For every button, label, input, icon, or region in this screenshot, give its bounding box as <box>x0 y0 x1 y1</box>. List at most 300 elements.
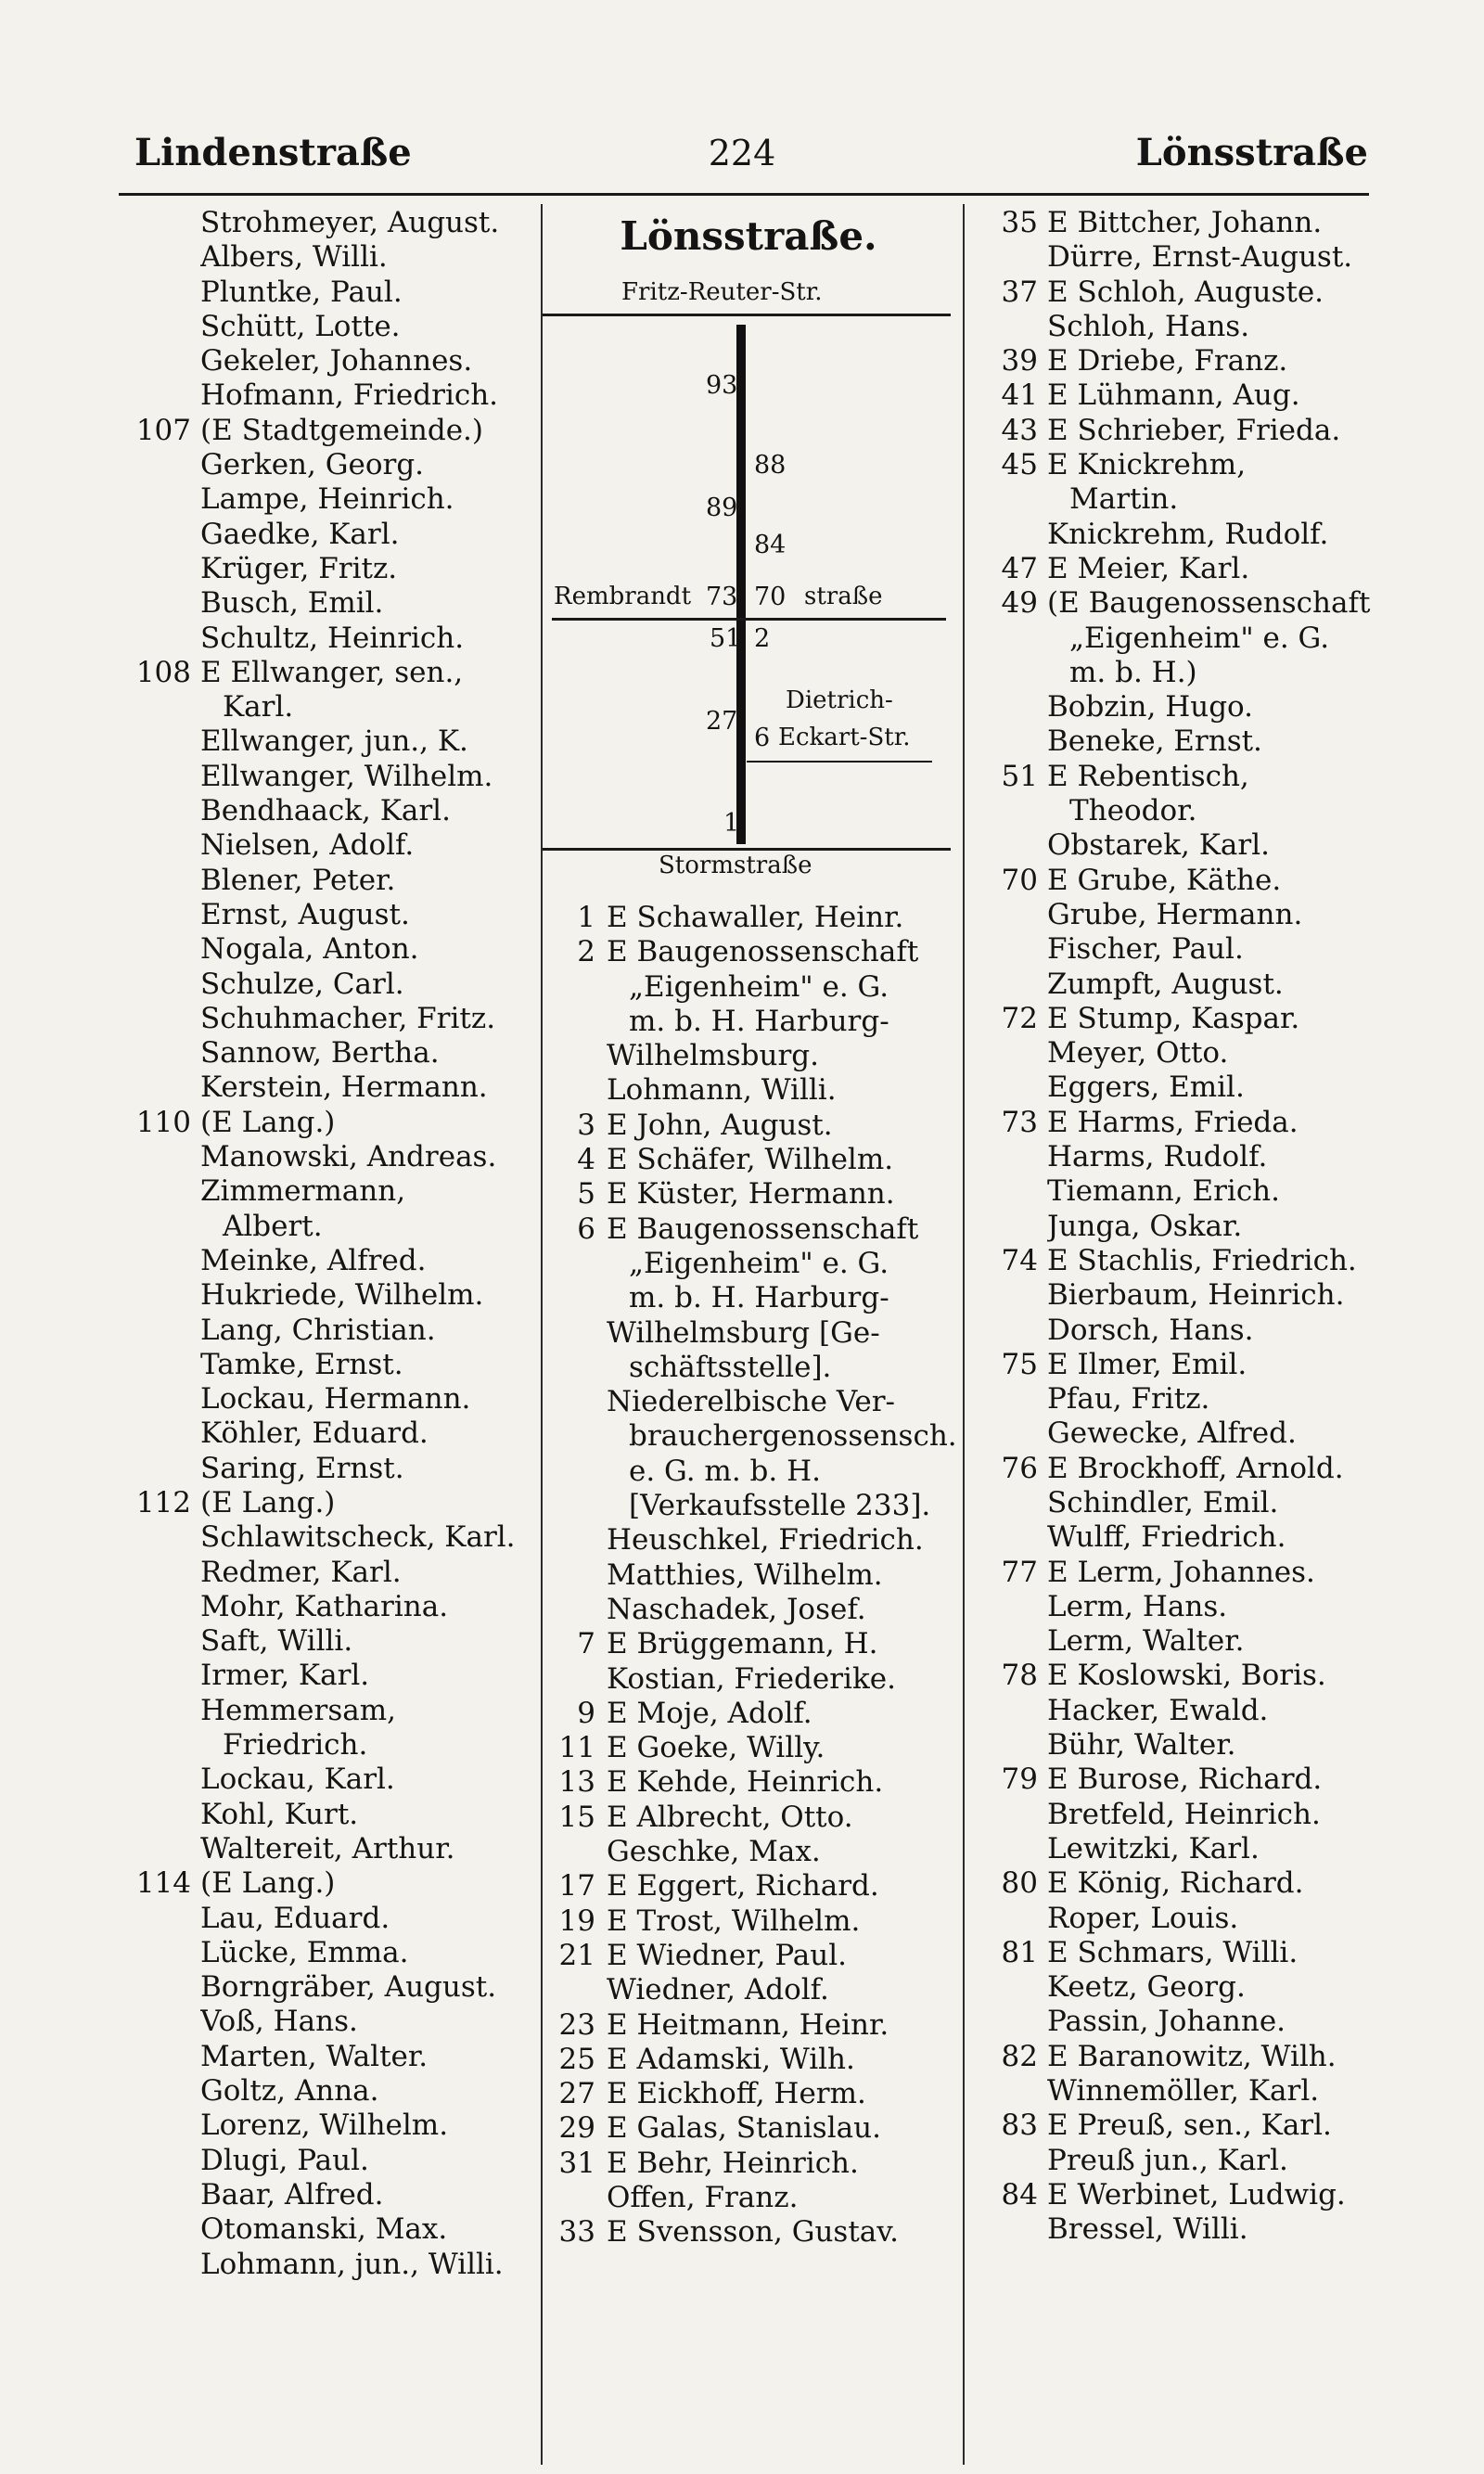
directory-entry <box>121 1070 543 1105</box>
right-street-label: straße <box>804 583 883 610</box>
directory-entry <box>121 2144 543 2178</box>
directory-entry <box>121 2248 543 2282</box>
resident-name: Gewecke, Alfred. <box>1047 1416 1297 1451</box>
directory-entry <box>121 344 543 378</box>
house-number <box>544 1247 607 1281</box>
resident-name: Waltereit, Arthur. <box>200 1831 455 1865</box>
directory-entry <box>121 1278 543 1313</box>
house-number: 75 <box>1001 1347 1038 1381</box>
resident-name: Schlawitscheck, Karl. <box>200 1520 516 1555</box>
resident-name: E Schloh, Auguste. <box>1047 275 1324 309</box>
bottom-street-label: Stormstraße <box>659 852 812 879</box>
right-street2-label: Dietrich- <box>786 686 893 714</box>
directory-entry <box>544 1593 964 1627</box>
resident-name: E Ilmer, Emil. <box>1047 1347 1247 1381</box>
resident-name: Irmer, Karl. <box>200 1659 370 1693</box>
directory-entry <box>121 2040 543 2074</box>
resident-name: Wilhelmsburg. <box>607 1039 820 1073</box>
house-number <box>121 1382 200 1416</box>
directory-entry <box>951 276 1387 310</box>
house-number <box>951 968 1047 1002</box>
resident-name: Gerken, Georg. <box>200 448 425 482</box>
resident-name: Schultz, Heinrich. <box>200 621 465 655</box>
resident-name: Marten, Walter. <box>200 2039 429 2073</box>
directory-entry <box>951 1314 1387 1348</box>
directory-entry <box>951 206 1387 240</box>
cross-street-line <box>747 761 932 763</box>
house-number: 35 <box>1001 206 1038 239</box>
house-number: 70 <box>754 583 787 611</box>
directory-entry <box>951 932 1387 967</box>
house-number <box>121 794 200 828</box>
directory-entry <box>121 206 543 240</box>
resident-name: Schloh, Hans. <box>1047 309 1250 343</box>
resident-name: E Küster, Hermann. <box>607 1177 895 1211</box>
directory-entry <box>121 1902 543 1936</box>
directory-entry <box>951 1902 1387 1936</box>
resident-name: Ellwanger, jun., K. <box>200 724 468 759</box>
resident-name: Sannow, Bertha. <box>200 1036 440 1070</box>
house-number: 21 <box>558 1938 595 1972</box>
resident-name: E Brüggemann, H. <box>607 1627 878 1661</box>
directory-entry <box>121 1694 543 1728</box>
resident-name: E Schrieber, Frieda. <box>1047 413 1341 447</box>
resident-name: E Knickrehm, <box>1047 448 1247 482</box>
directory-entry <box>951 1970 1387 2005</box>
house-number <box>951 482 1047 517</box>
resident-name: Wilhelmsburg [Ge- <box>607 1315 880 1350</box>
resident-name: m. b. H. Harburg- <box>629 1004 889 1038</box>
house-number: 77 <box>1001 1555 1038 1589</box>
directory-entry <box>121 1624 543 1659</box>
house-number <box>121 1970 200 2005</box>
house-number: 114 <box>135 1866 191 1901</box>
resident-name: Pluntke, Paul. <box>200 275 403 309</box>
resident-name: Bressel, Willi. <box>1047 2212 1248 2247</box>
resident-name: E Koslowski, Boris. <box>1047 1659 1326 1693</box>
directory-entry <box>544 2111 964 2146</box>
house-number <box>121 1174 200 1209</box>
house-number <box>951 518 1047 552</box>
directory-entry <box>544 2008 964 2043</box>
header-left-street: Lindenstraße <box>134 131 412 174</box>
house-number: 33 <box>558 2215 595 2250</box>
resident-name: E Baranowitz, Wilh. <box>1047 2039 1337 2073</box>
house-number <box>121 448 200 482</box>
directory-entry <box>121 1382 543 1416</box>
directory-entry <box>121 1174 543 1209</box>
right-street2-label: Eckart-Str. <box>778 724 911 751</box>
resident-name: E Behr, Heinrich. <box>607 2146 859 2180</box>
house-number <box>121 1314 200 1348</box>
house-number <box>121 1590 200 1624</box>
house-number <box>121 240 200 275</box>
resident-name: Kohl, Kurt. <box>200 1797 359 1831</box>
directory-entry <box>951 828 1387 863</box>
directory-entry <box>121 1970 543 2005</box>
directory-entry <box>121 552 543 586</box>
directory-entry <box>544 1281 964 1315</box>
directory-entry <box>121 1556 543 1590</box>
directory-entry <box>121 2109 543 2143</box>
directory-entry <box>951 1694 1387 1728</box>
house-number <box>121 1416 200 1451</box>
directory-entry <box>951 794 1387 828</box>
resident-name: E Harms, Frieda. <box>1047 1105 1298 1139</box>
directory-entry <box>951 1866 1387 1901</box>
directory-entry <box>121 1659 543 1693</box>
resident-name: Lohmann, jun., Willi. <box>200 2247 504 2281</box>
house-number <box>121 1244 200 1278</box>
resident-name: Lau, Eduard. <box>200 1901 390 1935</box>
house-number <box>121 1832 200 1866</box>
directory-entry <box>121 1036 543 1070</box>
header-rule <box>119 193 1369 196</box>
resident-name: Tamke, Ernst. <box>200 1347 403 1381</box>
directory-entry <box>544 901 964 935</box>
resident-name: E Eggert, Richard. <box>607 1869 879 1904</box>
resident-name: Bendhaack, Karl. <box>200 794 451 828</box>
house-number: 73 <box>706 583 738 611</box>
house-number <box>544 1489 607 1523</box>
house-number <box>544 1005 607 1039</box>
top-street-label: Fritz-Reuter-Str. <box>621 278 823 306</box>
directory-entry <box>951 1106 1387 1140</box>
resident-name: Hofmann, Friedrich. <box>200 378 499 413</box>
house-number <box>121 2074 200 2109</box>
house-number: 49 <box>1001 586 1038 621</box>
house-number: 31 <box>558 2146 595 2180</box>
directory-entry <box>544 970 964 1005</box>
house-number <box>121 2212 200 2247</box>
house-number <box>121 586 200 621</box>
house-number <box>121 1936 200 1970</box>
directory-entry <box>121 1452 543 1486</box>
resident-name: Lockau, Karl. <box>200 1763 395 1797</box>
resident-name: Bühr, Walter. <box>1047 1728 1236 1763</box>
directory-entry <box>544 2043 964 2077</box>
resident-name: brauchergenossensch. <box>629 1419 957 1454</box>
resident-name: (E Baugenossenschaft <box>1047 586 1371 621</box>
directory-entry <box>121 1798 543 1832</box>
resident-name: „Eigenheim" e. G. <box>1069 621 1330 655</box>
resident-name: Wiedner, Adolf. <box>607 1973 829 2007</box>
house-number: 4 <box>577 1143 595 1177</box>
house-number <box>544 1593 607 1627</box>
resident-name: Naschadek, Josef. <box>607 1592 866 1626</box>
cross-street-line <box>552 618 946 621</box>
directory-entry <box>121 1002 543 1036</box>
house-number <box>121 1452 200 1486</box>
resident-name: Matthies, Wilhelm. <box>607 1557 883 1592</box>
resident-name: Lewitzki, Karl. <box>1047 1831 1260 1865</box>
house-number <box>121 2109 200 2143</box>
resident-name: Lerm, Walter. <box>1047 1624 1245 1659</box>
house-number <box>121 2144 200 2178</box>
house-number <box>544 2181 607 2215</box>
house-number <box>951 1382 1047 1416</box>
resident-name: Lang, Christian. <box>200 1313 436 1347</box>
house-number: 93 <box>706 371 738 400</box>
directory-entry <box>544 2147 964 2181</box>
house-number <box>951 656 1047 690</box>
directory-entry <box>544 1489 964 1523</box>
house-number <box>951 1902 1047 1936</box>
directory-entry <box>121 760 543 794</box>
house-number <box>951 1624 1047 1659</box>
resident-name: Albers, Willi. <box>200 240 388 275</box>
resident-name: Friedrich. <box>223 1728 368 1763</box>
directory-entry <box>951 622 1387 656</box>
house-number <box>544 970 607 1005</box>
house-number <box>121 1659 200 1693</box>
house-number <box>121 276 200 310</box>
directory-entry <box>121 448 543 482</box>
directory-entry <box>121 586 543 621</box>
resident-name: Schulze, Carl. <box>200 967 404 1001</box>
directory-entry <box>544 1765 964 1800</box>
left-street-label: Rembrandt <box>554 583 692 610</box>
resident-name: E Grube, Käthe. <box>1047 863 1282 897</box>
house-number: 29 <box>558 2111 595 2146</box>
resident-name: Lücke, Emma. <box>200 1935 409 1969</box>
resident-name: E Baugenossenschaft <box>607 1211 919 1246</box>
resident-name: Lockau, Hermann. <box>200 1382 471 1416</box>
house-number: 107 <box>135 413 191 447</box>
directory-entry <box>951 1936 1387 1970</box>
house-number <box>951 1694 1047 1728</box>
directory-entry <box>544 1039 964 1073</box>
house-number: 37 <box>1001 275 1038 309</box>
directory-entry <box>951 2178 1387 2212</box>
house-number: 81 <box>1001 1935 1038 1969</box>
directory-entry <box>544 2181 964 2215</box>
resident-name: E Galas, Stanislau. <box>607 2111 881 2146</box>
bottom-street-line <box>543 848 951 851</box>
house-number: 23 <box>558 2007 595 2042</box>
house-number <box>121 1556 200 1590</box>
resident-name: Lohmann, Willi. <box>607 1073 837 1108</box>
street-diagram <box>543 278 951 891</box>
resident-name: E Lühmann, Aug. <box>1047 378 1300 413</box>
directory-entry <box>121 656 543 690</box>
house-number <box>121 1624 200 1659</box>
house-number <box>121 344 200 378</box>
resident-name: E Stachlis, Friedrich. <box>1047 1243 1357 1277</box>
resident-name: E Meier, Karl. <box>1047 551 1250 585</box>
directory-entry <box>951 898 1387 932</box>
house-number <box>951 1798 1047 1832</box>
house-number: 112 <box>135 1485 191 1519</box>
house-number: 3 <box>577 1108 595 1142</box>
column-3 <box>951 206 1387 2248</box>
resident-name: E Werbinet, Ludwig. <box>1047 2177 1346 2211</box>
directory-entry <box>951 968 1387 1002</box>
resident-name: e. G. m. b. H. <box>629 1454 821 1488</box>
house-number: 108 <box>135 655 191 689</box>
directory-entry <box>951 482 1387 517</box>
resident-name: Bierbaum, Heinrich. <box>1047 1278 1345 1313</box>
directory-entry <box>951 2074 1387 2109</box>
directory-entry <box>544 1109 964 1143</box>
resident-name: E Lerm, Johannes. <box>1047 1555 1315 1589</box>
house-number <box>121 1278 200 1313</box>
directory-entry <box>121 898 543 932</box>
house-number: 82 <box>1001 2039 1038 2073</box>
resident-name: E Heitmann, Heinr. <box>607 2007 889 2042</box>
house-number <box>121 1520 200 1555</box>
house-number: 70 <box>1001 863 1038 897</box>
house-number: 79 <box>1001 1763 1038 1797</box>
directory-entry <box>951 656 1387 690</box>
house-number <box>121 518 200 552</box>
page-number: 224 <box>708 133 776 173</box>
house-number: 45 <box>1001 448 1038 482</box>
resident-name: Schuhmacher, Fritz. <box>200 1001 496 1035</box>
house-number <box>951 2074 1047 2109</box>
directory-entry <box>951 414 1387 448</box>
house-number <box>121 206 200 240</box>
directory-entry <box>951 724 1387 759</box>
house-number: 15 <box>558 1800 595 1834</box>
house-number: 84 <box>1001 2177 1038 2211</box>
house-number <box>544 1523 607 1557</box>
house-number <box>951 1140 1047 1174</box>
resident-name: Zimmermann, <box>200 1174 406 1209</box>
house-number: 13 <box>558 1765 595 1800</box>
directory-entry <box>121 1314 543 1348</box>
directory-entry <box>544 1627 964 1661</box>
directory-entry <box>121 1486 543 1520</box>
directory-entry <box>951 378 1387 413</box>
directory-entry <box>951 2109 1387 2143</box>
directory-entry <box>121 1832 543 1866</box>
house-number <box>951 1486 1047 1520</box>
resident-name: Saring, Ernst. <box>200 1451 404 1485</box>
house-number <box>544 1385 607 1419</box>
house-number: 89 <box>706 494 738 522</box>
house-number <box>544 1558 607 1593</box>
house-number: 41 <box>1001 378 1038 413</box>
resident-name: Heuschkel, Friedrich. <box>607 1523 924 1557</box>
directory-entry <box>544 1247 964 1281</box>
house-number <box>951 2144 1047 2178</box>
resident-name: Busch, Emil. <box>200 586 384 621</box>
house-number: 83 <box>1001 2109 1038 2143</box>
directory-entry <box>951 1210 1387 1244</box>
directory-entry <box>544 1073 964 1108</box>
house-number <box>951 2212 1047 2247</box>
resident-name: Schindler, Emil. <box>1047 1485 1279 1519</box>
house-number <box>121 1694 200 1728</box>
house-number: 78 <box>1001 1659 1038 1693</box>
directory-entry <box>951 1070 1387 1105</box>
house-number <box>951 1070 1047 1105</box>
house-number <box>121 1902 200 1936</box>
resident-name: schäftsstelle]. <box>629 1350 832 1384</box>
resident-name: Fischer, Paul. <box>1047 932 1244 967</box>
house-number <box>121 1798 200 1832</box>
resident-name: Preuß jun., Karl. <box>1047 2143 1288 2177</box>
directory-entry <box>544 1558 964 1593</box>
house-number <box>951 1210 1047 1244</box>
directory-entry <box>121 2005 543 2039</box>
directory-entry <box>951 1624 1387 1659</box>
house-number <box>951 898 1047 932</box>
directory-entry <box>544 1316 964 1351</box>
directory-entry <box>121 276 543 310</box>
directory-entry <box>544 1455 964 1489</box>
directory-entry <box>951 1486 1387 1520</box>
directory-entry <box>544 1212 964 1247</box>
resident-name: Redmer, Karl. <box>200 1555 402 1589</box>
directory-entry <box>121 310 543 344</box>
resident-name: E Svensson, Gustav. <box>607 2215 899 2250</box>
resident-name: Baar, Alfred. <box>200 2177 384 2211</box>
street-line <box>736 325 746 844</box>
resident-name: E Driebe, Franz. <box>1047 344 1288 378</box>
house-number <box>951 1520 1047 1555</box>
directory-entry <box>121 622 543 656</box>
directory-entry <box>951 1832 1387 1866</box>
directory-entry <box>951 1556 1387 1590</box>
directory-entry <box>121 1106 543 1140</box>
directory-entry <box>951 1659 1387 1693</box>
directory-entry <box>951 448 1387 482</box>
directory-entry <box>121 794 543 828</box>
resident-name: Pfau, Fritz. <box>1047 1382 1210 1416</box>
directory-entry <box>544 1835 964 1869</box>
resident-name: „Eigenheim" e. G. <box>629 1246 889 1280</box>
resident-name: (E Lang.) <box>200 1485 336 1519</box>
resident-name: E Brockhoff, Arnold. <box>1047 1451 1344 1485</box>
directory-entry <box>951 2040 1387 2074</box>
directory-entry <box>544 1523 964 1557</box>
directory-entry <box>544 1005 964 1039</box>
resident-name: Harms, Rudolf. <box>1047 1140 1268 1174</box>
house-number: 73 <box>1001 1105 1038 1139</box>
resident-name: E Schäfer, Wilhelm. <box>607 1143 894 1177</box>
resident-name: Tiemann, Erich. <box>1047 1174 1280 1209</box>
house-number <box>121 1070 200 1105</box>
resident-name: E Baugenossenschaft <box>607 935 919 969</box>
resident-name: Wulff, Friedrich. <box>1047 1520 1286 1555</box>
house-number <box>121 1763 200 1797</box>
directory-entry <box>951 344 1387 378</box>
resident-name: Zumpft, August. <box>1047 967 1284 1001</box>
resident-name: Schütt, Lotte. <box>200 309 401 343</box>
house-number: 1 <box>723 809 740 838</box>
column-2 <box>544 901 964 2250</box>
resident-name: Otomanski, Max. <box>200 2212 448 2247</box>
directory-entry <box>951 1452 1387 1486</box>
resident-name: Goltz, Anna. <box>200 2074 379 2109</box>
directory-entry <box>121 1590 543 1624</box>
directory-entry <box>951 1002 1387 1036</box>
resident-name: Hukriede, Wilhelm. <box>200 1278 484 1313</box>
house-number <box>951 794 1047 828</box>
house-number <box>121 378 200 413</box>
resident-name: Köhler, Eduard. <box>200 1416 429 1451</box>
directory-entry <box>951 586 1387 621</box>
house-number <box>951 1590 1047 1624</box>
house-number <box>951 1314 1047 1348</box>
resident-name: Albert. <box>223 1209 323 1243</box>
house-number <box>951 2005 1047 2039</box>
resident-name: Meyer, Otto. <box>1047 1036 1229 1070</box>
directory-entry <box>121 1728 543 1763</box>
house-number <box>121 690 200 724</box>
